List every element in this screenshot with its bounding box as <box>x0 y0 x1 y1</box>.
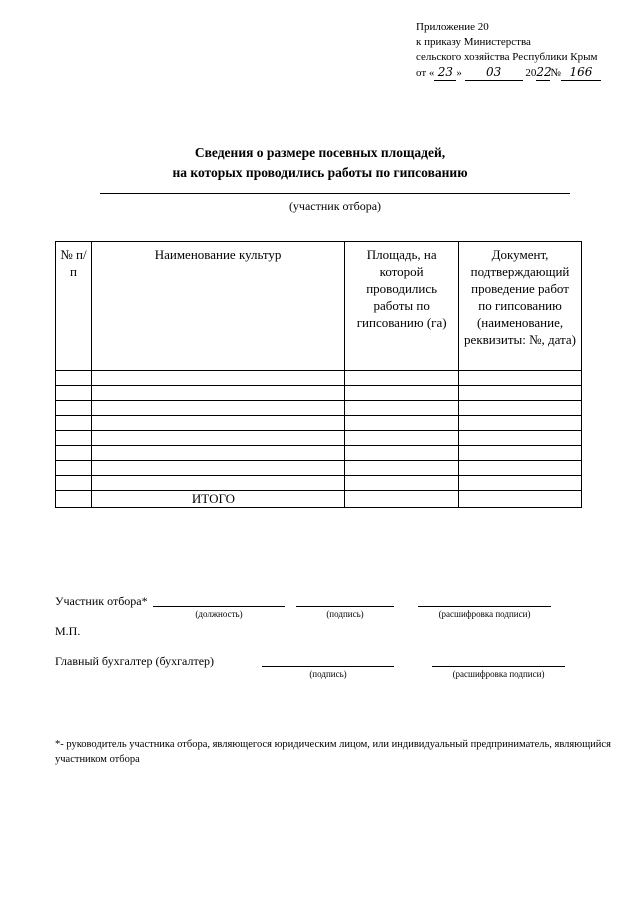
table-cell[interactable] <box>56 461 92 476</box>
table-cell[interactable] <box>91 431 344 446</box>
participant-label: Участник отбора* <box>55 594 148 608</box>
table-cell[interactable] <box>91 476 344 491</box>
table-cell[interactable] <box>91 416 344 431</box>
order-day: 23 <box>434 65 456 81</box>
title-line-2: на которых проводились работы по гипсованию <box>172 165 468 180</box>
decoding-line[interactable] <box>418 606 551 607</box>
table-cell[interactable] <box>345 416 459 431</box>
table-row[interactable] <box>56 371 582 386</box>
table-cell[interactable] <box>459 416 582 431</box>
appendix-line-2: к приказу Министерства <box>416 36 531 48</box>
signature-line[interactable] <box>296 606 394 607</box>
table-row[interactable] <box>56 386 582 401</box>
table-cell[interactable] <box>91 401 344 416</box>
header-document: Документ, подтверждающий проведение работ по гипсованию (наименование, реквизиты: №, дата) <box>459 242 582 371</box>
position-caption: (должность) <box>195 609 243 619</box>
accountant-decoding-line[interactable] <box>432 666 565 667</box>
order-number: 166 <box>561 65 601 81</box>
table-cell[interactable] <box>345 401 459 416</box>
total-document-cell[interactable] <box>459 491 582 508</box>
table-cell[interactable] <box>56 386 92 401</box>
table-cell[interactable] <box>459 386 582 401</box>
total-label: ИТОГО <box>91 491 344 508</box>
table-cell[interactable] <box>56 416 92 431</box>
header-number: № п/п <box>56 242 92 371</box>
table-cell[interactable] <box>459 446 582 461</box>
signature-caption: (подпись) <box>326 609 364 619</box>
table-cell[interactable] <box>56 476 92 491</box>
accountant-decoding-caption: (расшифровка подписи) <box>452 669 545 679</box>
day-suffix: » <box>456 67 462 79</box>
table-cell[interactable] <box>345 431 459 446</box>
table-cell[interactable] <box>459 461 582 476</box>
order-year: 22 <box>536 65 552 79</box>
areas-table <box>55 241 582 508</box>
header-area: Площадь, на которой проводились работы по гипсованию (га) <box>345 242 459 371</box>
year-prefix: 20 <box>525 67 537 79</box>
table-cell[interactable] <box>91 461 344 476</box>
table-cell[interactable] <box>459 371 582 386</box>
total-area-cell[interactable] <box>345 491 459 508</box>
table-cell[interactable] <box>459 401 582 416</box>
table-cell[interactable] <box>56 401 92 416</box>
accountant-label: Главный бухгалтер (бухгалтер) <box>55 654 215 668</box>
position-line[interactable] <box>153 606 285 607</box>
table-header-row <box>56 242 582 371</box>
table-row[interactable] <box>56 401 582 416</box>
table-cell[interactable] <box>345 386 459 401</box>
table-cell[interactable] <box>459 431 582 446</box>
table-cell[interactable] <box>91 386 344 401</box>
date-prefix: от « <box>416 67 435 79</box>
appendix-line-3: сельского хозяйства Республики Крым <box>416 51 598 63</box>
table-cell[interactable] <box>91 446 344 461</box>
seal-label: М.П. <box>55 624 81 638</box>
participant-name-line[interactable] <box>100 193 570 194</box>
table-cell[interactable] <box>56 371 92 386</box>
table-total-row <box>56 491 582 508</box>
table-cell[interactable] <box>345 446 459 461</box>
number-sign: № <box>550 67 561 79</box>
table-cell[interactable] <box>345 371 459 386</box>
title-line-1: Сведения о размере посевных площадей, <box>194 145 446 160</box>
order-month: 03 <box>465 65 523 81</box>
document-title <box>0 143 640 183</box>
order-date-line <box>416 65 601 81</box>
table-row[interactable] <box>56 476 582 491</box>
participant-caption: (участник отбора) <box>288 199 382 213</box>
table-row[interactable] <box>56 431 582 446</box>
accountant-signature-line[interactable] <box>262 666 394 667</box>
table-cell[interactable] <box>459 476 582 491</box>
footnote: *- руководитель участника отбора, являющегося юридическим лицом, или индивидуальный предприниматель, являющийся участником отбора <box>55 739 611 765</box>
decoding-caption: (расшифровка подписи) <box>438 609 531 619</box>
table-row[interactable] <box>56 461 582 476</box>
table-row[interactable] <box>56 446 582 461</box>
table-cell[interactable] <box>345 461 459 476</box>
table-cell[interactable] <box>56 431 92 446</box>
table-row[interactable] <box>56 416 582 431</box>
header-crop-name: Наименование культур <box>91 242 344 371</box>
table-cell[interactable] <box>56 446 92 461</box>
table-cell[interactable] <box>345 476 459 491</box>
total-cell-empty <box>56 491 92 508</box>
appendix-line-1: Приложение 20 <box>416 21 489 33</box>
accountant-signature-caption: (подпись) <box>309 669 347 679</box>
table-cell[interactable] <box>91 371 344 386</box>
appendix-header <box>416 20 601 81</box>
